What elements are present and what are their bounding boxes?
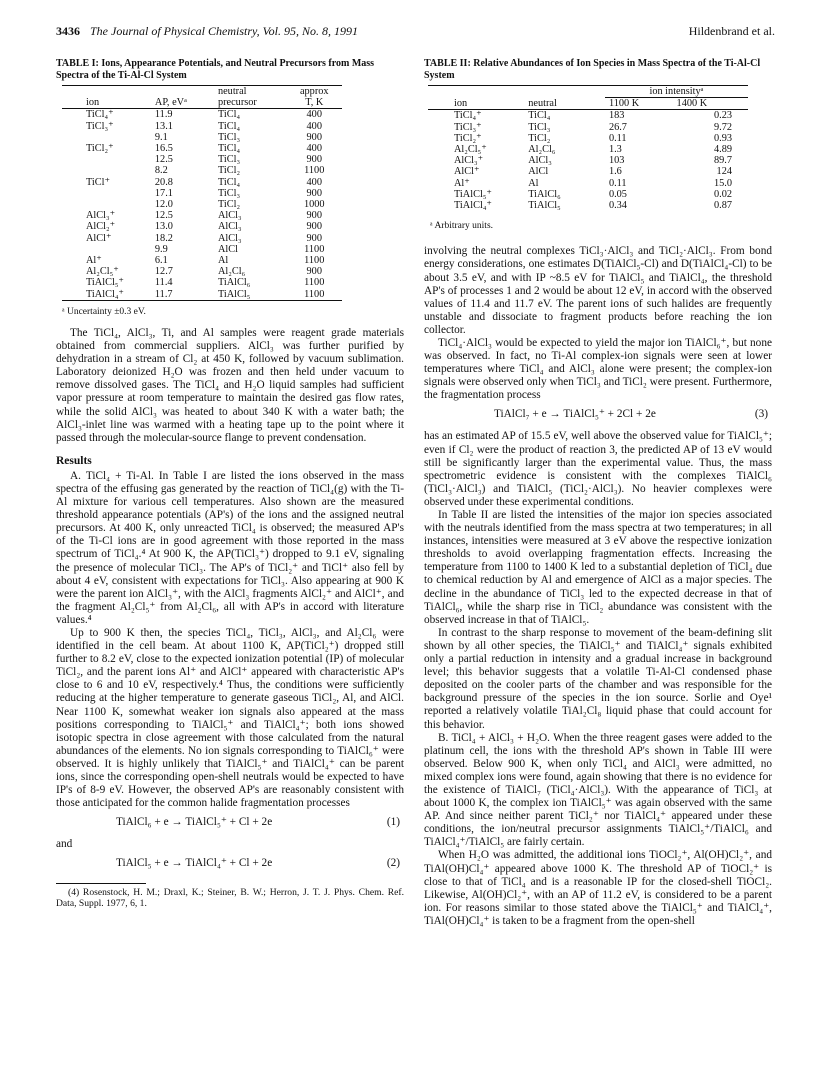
intensity-1400k-cell: 0.23 bbox=[713, 110, 732, 122]
ion-cell: TiCl₂⁺ bbox=[86, 143, 114, 155]
ap-cell: 18.2 bbox=[154, 232, 173, 244]
intensity-1400k-cell: 89.7 bbox=[713, 155, 732, 167]
ap-cell: 16.5 bbox=[154, 143, 173, 155]
precursor-cell: Al₂Cl₆ bbox=[217, 266, 246, 278]
table-row bbox=[428, 178, 748, 189]
ion-cell bbox=[62, 244, 151, 255]
precursor-cell: AlCl bbox=[217, 243, 238, 255]
paragraph: TiCl₄·AlCl₃ would be expected to yield the major ion TiAlCl₆⁺, but none was observed. In fact, no Ti-Al complex-ion signals were seen at lower temperatures where TiCl₄ and AlCl₃ alone were present; the complex-ion signals were observed only when TiCl₃ and TiCl₂ were present. Furthermore, the fragmentation process bbox=[424, 336, 773, 402]
ap-cell: 13.1 bbox=[154, 120, 173, 132]
precursor-cell: TiCl₂ bbox=[217, 165, 241, 177]
table-row bbox=[62, 143, 342, 154]
precursor-cell: TiCl₄ bbox=[217, 176, 241, 188]
temperature-cell: 400 bbox=[306, 109, 322, 121]
intensity-1100k-cell: 1.6 bbox=[608, 166, 622, 178]
t1-head-temp: T, K bbox=[287, 97, 342, 109]
temperature-cell: 1100 bbox=[304, 165, 325, 177]
temperature-cell: 1100 bbox=[304, 277, 325, 289]
table-row bbox=[62, 165, 342, 176]
table2-caption: TABLE II: Relative Abundances of Ion Species in Mass Spectra of the Ti-Al-Cl System bbox=[424, 58, 761, 81]
precursor-cell: TiAlCl₅ bbox=[214, 289, 287, 301]
intensity-1100k-cell: 103 bbox=[608, 155, 625, 167]
section-heading-results: Results bbox=[56, 454, 92, 467]
temperature-cell: 900 bbox=[306, 266, 322, 278]
ap-cell: 11.9 bbox=[154, 109, 173, 121]
ion-cell: Al₂Cl₅⁺ bbox=[86, 266, 119, 278]
paragraph: involving the neutral complexes TiCl₃·AlCl₃ and TiCl₂·AlCl₃. From bond energy considerations, one estimates D(TiAlCl₅-Cl) and D(TiAlCl₄-Cl) to be about 3.5 eV, and with IP ~8.5 eV for TiAlCl₅ and TiAlCl₄, the threshold AP's of processes 1 and 2 would be about 12 eV, in accord with the observed values of 11.4 and 11.7 eV. The parent ions of such halides are frequently unstable and dissociate to fragment products before reaching the ion collector. bbox=[424, 245, 772, 336]
table-row bbox=[62, 289, 342, 301]
ion-cell: AlCl₃⁺ bbox=[86, 210, 116, 222]
temperature-cell: 400 bbox=[306, 176, 322, 188]
equation-number: (2) bbox=[386, 857, 400, 870]
neutral-cell: Al₂Cl₆ bbox=[528, 144, 556, 156]
precursor-cell: TiCl₄ bbox=[217, 109, 241, 121]
t2-head-ion: ion bbox=[428, 98, 524, 110]
table-row bbox=[62, 177, 342, 188]
ion-cell: Al⁺ bbox=[454, 177, 470, 189]
ap-cell: 17.1 bbox=[154, 187, 173, 199]
table-row bbox=[428, 166, 748, 177]
ap-cell: 11.4 bbox=[154, 277, 173, 289]
table2 bbox=[428, 85, 748, 211]
paragraph: In Table II are listed the intensities of the major ion species associated with the neutrals identified from the mass spectra at two temperatures; in all instances, intensities were measured at 3 eV above the respective ionization thresholds to avoid overlapping fragmentation effects. Increasing the temperature from 1100 to 1400 K led to a substantial depletion of TiCl₄ due to chemical reduction by Al and emergence of AlCl as a major species. The decline in the abundance of TiCl₃ led to the expected decrease in that of TiAlCl₆, while the sharp rise in TiCl₂ abundance was consistent with the observed increase in that of TiAlCl₅. bbox=[424, 509, 772, 626]
intensity-1400k-cell: 0.87 bbox=[713, 200, 732, 212]
equation-text: TiAlCl₅ + e → TiAlCl₄⁺ + Cl + 2e bbox=[116, 857, 273, 870]
intensity-1400k-cell: 124 bbox=[716, 166, 732, 178]
intensity-1100k-cell: 183 bbox=[608, 110, 625, 122]
precursor-cell: AlCl₃ bbox=[217, 210, 242, 222]
ion-cell bbox=[62, 199, 151, 210]
table-row bbox=[62, 121, 342, 132]
neutral-cell: TiCl₂ bbox=[528, 132, 551, 144]
t1-head-ap: AP, eVᵃ bbox=[151, 97, 214, 109]
table1 bbox=[62, 85, 342, 301]
right-column bbox=[424, 58, 772, 928]
table-row bbox=[62, 233, 342, 244]
ion-cell: TiCl₄⁺ bbox=[454, 110, 482, 122]
ap-cell: 8.2 bbox=[154, 165, 168, 177]
temperature-cell: 900 bbox=[306, 210, 322, 222]
paragraph: has an estimated AP of 15.5 eV, well above the observed value for TiAlCl₅⁺; even if Cl₂ were the product of reaction 3, the predicted AP of 13 eV would still be significantly larger than the experimental value. Thus, the mass spectrometric evidence is consistent with the complexes TiAlCl₆ (TiCl₃·AlCl₃) and TiAlCl₅ (TiCl₂·AlCl₃). No heavier complexes were observed under these experimental conditions. bbox=[424, 430, 772, 508]
precursor-cell: AlCl₃ bbox=[217, 232, 242, 244]
paragraph: When H₂O was admitted, the additional ions TiOCl₂⁺, Al(OH)Cl₂⁺, and TiAl(OH)Cl₄⁺ appeared above 1000 K. The threshold AP of TiOCl₂⁺ is close to that of TiCl₄ and is a reasonable IP for the closed-shell TiOCl₂. Likewise, Al(OH)Cl₂⁺, with an AP of 11.2 eV, is considered to be a parent ion. For reasons similar to those stated above the TiAlCl₅⁺ and TiAlCl₄⁺, TiAl(OH)Cl₄⁺ is taken to be a fragment from the open-shell bbox=[424, 849, 772, 927]
table-row bbox=[62, 154, 342, 165]
t2-head-1100k: 1100 K bbox=[605, 98, 667, 110]
ion-cell: Al₂Cl₅⁺ bbox=[454, 144, 487, 156]
table1-caption: TABLE I: Ions, Appearance Potentials, and Neutral Precursors from Mass Spectra of the Ti-Al-Cl System bbox=[56, 58, 375, 81]
table-row bbox=[62, 199, 342, 210]
ion-cell: TiCl₂⁺ bbox=[454, 132, 482, 144]
precursor-cell: TiCl₃ bbox=[217, 154, 241, 166]
intensity-1100k-cell: 0.11 bbox=[608, 132, 627, 144]
intensity-1100k-cell: 26.7 bbox=[608, 121, 627, 133]
ion-cell: TiCl₃⁺ bbox=[86, 120, 114, 132]
ion-cell: TiCl₃⁺ bbox=[454, 121, 482, 133]
temperature-cell: 900 bbox=[306, 131, 322, 143]
table-row bbox=[428, 155, 748, 166]
table-row bbox=[62, 188, 342, 199]
paragraph: A. TiCl₄ + Ti-Al. In Table I are listed the ions observed in the mass spectra of the effusing gas generated by the reaction of TiCl₄(g) with the Ti-Al mixture for various cell temperatures. Also shown are the measured threshold appearance potentials (AP's) of the ions and the assigned neutral precursors. At 400 K, only unreacted TiCl₄ is observed; the measured AP's of the Ti-Cl ions are in good agreement with those reported in the mass spectrum of TiCl₄.⁴ At 900 K, the AP(TiCl₃⁺) dropped to 9.1 eV, signaling the presence of molecular TiCl₃. The AP's of TiCl₂⁺ and TiCl⁺ also fell by about 4 eV, consistent with expectations for TiCl₃. Also appearing at 900 K were the parent ion AlCl₃⁺, with the AlCl₃ fragments AlCl₂⁺ and AlCl⁺, and the fragment Al₂Cl₅⁺ from Al₂Cl₆, all with AP's in accord with literature values.⁴ bbox=[56, 469, 404, 626]
ap-cell: 9.9 bbox=[154, 243, 168, 255]
temperature-cell: 1000 bbox=[303, 199, 325, 211]
temperature-cell: 1100 bbox=[287, 289, 342, 301]
precursor-cell: TiCl₃ bbox=[217, 187, 241, 199]
ion-cell: TiAlCl₄⁺ bbox=[62, 289, 151, 301]
ion-cell: AlCl₃⁺ bbox=[454, 155, 484, 167]
table-row bbox=[62, 277, 342, 288]
reference-4: (4) Rosenstock, H. M.; Draxl, K.; Steiner, B. W.; Herron, J. T. J. Phys. Chem. Ref. Data, Suppl. 1977, 6, 1. bbox=[56, 887, 404, 910]
table-row bbox=[62, 109, 342, 121]
table-row bbox=[428, 200, 748, 211]
t1-head-neutral: neutral bbox=[214, 86, 287, 98]
intensity-1100k-cell: 1.3 bbox=[608, 144, 622, 156]
precursor-cell: AlCl₃ bbox=[217, 221, 242, 233]
ap-cell: 13.0 bbox=[154, 221, 173, 233]
conjunction: and bbox=[56, 838, 73, 851]
table1-footnote: ᵃ Uncertainty ±0.3 eV. bbox=[62, 306, 146, 317]
table-row bbox=[428, 144, 748, 155]
temperature-cell: 400 bbox=[306, 143, 322, 155]
journal-name: The Journal of Physical Chemistry, Vol. 95, No. 8, 1991 bbox=[90, 24, 358, 38]
equation-number: (1) bbox=[386, 816, 400, 829]
paragraph: The TiCl₄, AlCl₃, Ti, and Al samples were reagent grade materials obtained from commercial suppliers. AlCl₃ was further purified by dehydration in a stream of Cl₂ at 450 K, followed by vacuum sublimation. Laboratory deionized H₂O was frozen and then held under vacuum to remove dissolved gases. The TiCl₄ and H₂O liquid samples had sufficient vapor pressure at room temperature to maintain the desired gas flow rates, while the solid AlCl₃ was heated to about 340 K with a water bath; the AlCl₃-inlet line was warmed with a heating tape up to the point where it passed through the molecular-source flange to prevent condensation. bbox=[56, 326, 404, 444]
intensity-1100k-cell: 0.05 bbox=[608, 188, 627, 200]
neutral-cell: Al bbox=[528, 177, 539, 189]
paragraph: B. TiCl₄ + AlCl₃ + H₂O. When the three reagent gases were added to the platinum cell, the ions with the threshold AP's shown in Table III were observed. Below 900 K, when only TiCl₄ and AlCl₃ were admitted, no mixed complex ions were found, again showing that there is no evidence for the existence of TiAlCl₇ (TiCl₄·AlCl₃). With the appearance of TiCl₃ at about 1000 K, the complex ion TiAlCl₅⁺ was again observed with the same AP. And since neither parent TiCl₂⁺ nor TiAlCl₄⁺ appeared under these conditions, the ion/neutral precursor assignments TiAlCl₅⁺/TiAlCl₆ and TiAlCl₄⁺/TiAlCl₅ are fairly certain. bbox=[424, 731, 772, 849]
ap-cell: 12.5 bbox=[154, 210, 173, 222]
ion-cell: TiCl⁺ bbox=[86, 176, 110, 188]
neutral-cell: TiCl₃ bbox=[528, 121, 551, 133]
equation-number: (3) bbox=[754, 408, 768, 421]
equation-1 bbox=[56, 816, 404, 832]
ap-cell: 20.8 bbox=[154, 176, 173, 188]
precursor-cell: TiAlCl₆ bbox=[217, 277, 251, 289]
table-row bbox=[428, 189, 748, 200]
table-row bbox=[428, 133, 748, 144]
precursor-cell: TiCl₃ bbox=[217, 131, 241, 143]
ion-cell: TiCl₄⁺ bbox=[86, 109, 114, 121]
t1-head-precursor: precursor bbox=[214, 97, 287, 109]
intensity-1400k-cell: 15.0 bbox=[713, 177, 732, 189]
ap-cell: 11.7 bbox=[151, 289, 214, 301]
ion-cell: AlCl⁺ bbox=[454, 166, 480, 178]
ion-cell: TiAlCl₅⁺ bbox=[86, 277, 124, 289]
ion-cell bbox=[62, 188, 151, 199]
t2-head-intensity: ion intensityᵃ bbox=[605, 86, 748, 98]
temperature-cell: 400 bbox=[306, 120, 322, 132]
table-row bbox=[428, 110, 748, 122]
t1-head-approx: approx bbox=[287, 86, 342, 98]
ap-cell: 9.1 bbox=[154, 131, 168, 143]
intensity-1400k-cell: 0.02 bbox=[713, 188, 732, 200]
ion-cell bbox=[62, 165, 151, 176]
equation-text: TiAlCl₆ + e → TiAlCl₅⁺ + Cl + 2e bbox=[116, 816, 273, 829]
ap-cell: 12.5 bbox=[154, 154, 173, 166]
reference-divider bbox=[56, 883, 146, 884]
journal-citation bbox=[56, 24, 358, 39]
temperature-cell: 900 bbox=[306, 232, 322, 244]
equation-2 bbox=[56, 857, 404, 873]
intensity-1100k-cell: 0.11 bbox=[608, 177, 627, 189]
neutral-cell: TiAlCl₅ bbox=[528, 200, 561, 212]
paragraph: Up to 900 K then, the species TiCl₄, TiCl₃, AlCl₃, and Al₂Cl₆ were identified in the cell beam. At about 1100 K, AP(TiCl₂⁺) dropped still further to 8.2 eV, close to the expected ionization potential (IP) of molecular TiCl₂, and the parent ions Al⁺ and AlCl⁺ appeared with characteristic AP's close to 6 and 10 eV, respectively.⁴ Thus, the conditions were sufficiently reducing at the higher temperature to generate gaseous TiCl₂, Al, and AlCl. Near 1100 K, somewhat weaker ion signals also appeared at the mass positions corresponding to TiAlCl₅⁺ and TiAlCl₄⁺; both ions showed isotopic spectra in close agreement with those calculated from the natural abundances of the elements. No ion signals corresponding to TiAlCl₆⁺ were observed. It is highly unlikely that TiAlCl₅⁺ and TiAlCl₄⁺ can be parent ions, since the corresponding open-shell neutrals would be expected to have IP's of 8-9 eV. However, the observed AP's are reasonably consistent with those anticipated for the common halide fragmentation processes bbox=[56, 627, 404, 810]
ap-cell: 6.1 bbox=[154, 255, 168, 267]
paragraph: In contrast to the sharp response to movement of the beam-defining slit shown by all other species, the TiAlCl₅⁺ and TiAlCl₄⁺ signals exhibited only a partial reduction in intensity and a gradual increase in background level; this behavior suggests that a volatile Ti-Al-Cl condensed phase deposited on the cooler parts of the chamber and was responsible for the background pressure of the species in the ion source. Sorlie and Oye¹ reported a relatively volatile TiAl₂Cl₈ liquid phase that could account for this behavior. bbox=[424, 626, 772, 731]
temperature-cell: 1100 bbox=[304, 243, 325, 255]
ion-cell: TiAlCl₄⁺ bbox=[454, 200, 492, 212]
table-row bbox=[62, 210, 342, 221]
temperature-cell: 900 bbox=[306, 154, 322, 166]
neutral-cell: AlCl bbox=[528, 166, 549, 178]
t2-head-neutral: neutral bbox=[524, 98, 605, 110]
table-row bbox=[62, 255, 342, 266]
precursor-cell: TiCl₄ bbox=[217, 143, 241, 155]
neutral-cell: TiCl₄ bbox=[528, 110, 551, 122]
ion-cell: Al⁺ bbox=[86, 255, 102, 267]
page-number: 3436 bbox=[56, 24, 80, 38]
author-running-head: Hildenbrand et al. bbox=[688, 24, 775, 38]
table2-footnote: ᵃ Arbitrary units. bbox=[430, 221, 494, 232]
left-column bbox=[56, 58, 404, 909]
neutral-cell: TiAlCl₆ bbox=[528, 188, 561, 200]
ion-cell: TiAlCl₅⁺ bbox=[454, 188, 492, 200]
temperature-cell: 900 bbox=[306, 221, 322, 233]
neutral-cell: AlCl₃ bbox=[528, 155, 552, 167]
intensity-1400k-cell: 0.93 bbox=[713, 132, 732, 144]
equation-text: TiAlCl₇ + e → TiAlCl₅⁺ + 2Cl + 2e bbox=[494, 408, 656, 421]
equation-3 bbox=[424, 408, 772, 424]
precursor-cell: Al bbox=[217, 255, 229, 267]
temperature-cell: 900 bbox=[306, 187, 322, 199]
table-row bbox=[62, 132, 342, 143]
t2-head-1400k: 1400 K bbox=[667, 98, 748, 110]
temperature-cell: 1100 bbox=[304, 255, 325, 267]
ap-cell: 12.0 bbox=[154, 199, 173, 211]
table-row bbox=[62, 266, 342, 277]
ion-cell: AlCl⁺ bbox=[86, 232, 112, 244]
table-row bbox=[62, 221, 342, 232]
table-row bbox=[428, 122, 748, 133]
ion-cell bbox=[62, 154, 151, 165]
intensity-1400k-cell: 9.72 bbox=[713, 121, 732, 133]
precursor-cell: TiCl₂ bbox=[217, 199, 241, 211]
precursor-cell: TiCl₄ bbox=[217, 120, 241, 132]
ion-cell bbox=[62, 132, 151, 143]
ap-cell: 12.7 bbox=[154, 266, 173, 278]
ion-cell: AlCl₂⁺ bbox=[86, 221, 116, 233]
intensity-1400k-cell: 4.89 bbox=[713, 144, 732, 156]
t1-head-ion: ion bbox=[62, 97, 151, 109]
running-header bbox=[56, 24, 775, 42]
intensity-1100k-cell: 0.34 bbox=[608, 200, 627, 212]
table-row bbox=[62, 244, 342, 255]
